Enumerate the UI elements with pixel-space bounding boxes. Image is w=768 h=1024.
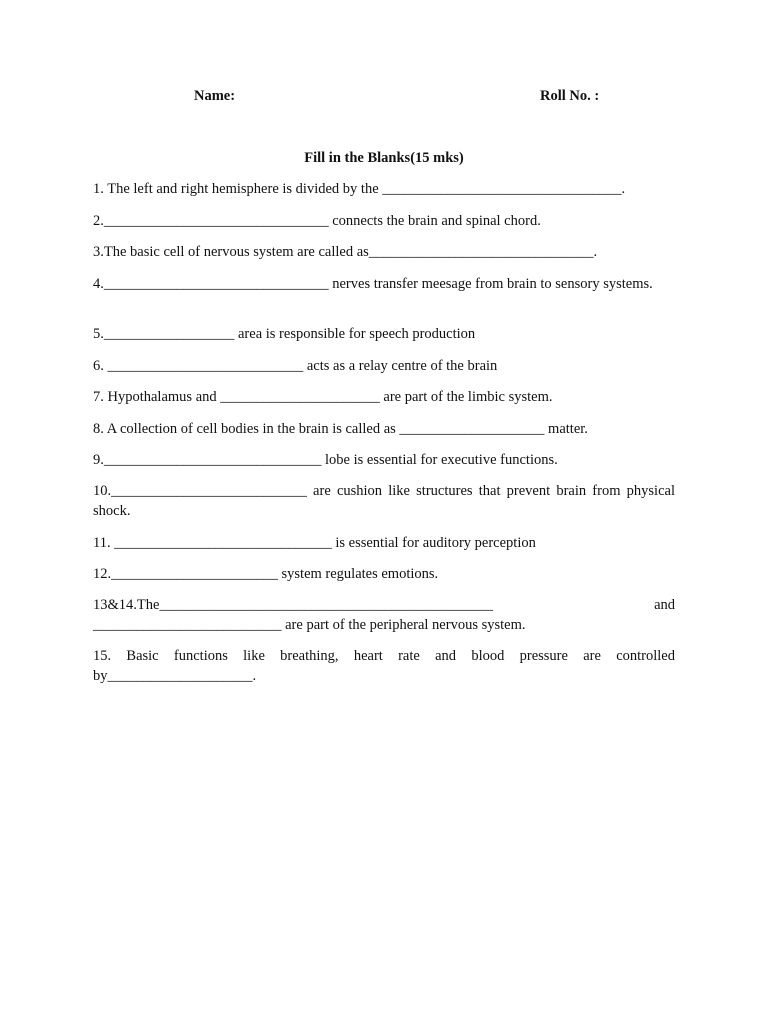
- section-title: Fill in the Blanks(15 mks): [304, 150, 464, 166]
- question-3: 3.The basic cell of nervous system are called as_______________________________.: [93, 244, 598, 260]
- question-4: 4._______________________________ nerves transfer meesage from brain to sensory systems.: [93, 276, 653, 292]
- question-11: 11. ______________________________ is essential for auditory perception: [93, 535, 536, 551]
- question-1: 1. The left and right hemisphere is divided by the _________________________________.: [93, 181, 626, 197]
- question-7: 7. Hypothalamus and ______________________ are part of the limbic system.: [93, 389, 553, 405]
- question-13-14-and: and: [654, 597, 675, 613]
- question-12: 12._______________________ system regulates emotions.: [93, 566, 439, 582]
- question-8: 8. A collection of cell bodies in the brain is called as ____________________ matter.: [93, 421, 588, 437]
- question-13-14-start: 13&14.The______________________________________________: [93, 597, 493, 613]
- question-2: 2._______________________________ connects the brain and spinal chord.: [93, 213, 541, 229]
- roll-number-label: Roll No. :: [540, 88, 600, 104]
- question-10: 10.___________________________ are cushion like structures that prevent brain from physical shock.: [93, 483, 675, 519]
- name-label: Name:: [194, 88, 236, 104]
- question-6: 6. ___________________________ acts as a relay centre of the brain: [93, 358, 498, 374]
- question-15: 15. Basic functions like breathing, heart rate and blood pressure are controlled by____________________.: [93, 648, 675, 684]
- question-9: 9.______________________________ lobe is essential for executive functions.: [93, 452, 558, 468]
- question-5: 5.__________________ area is responsible for speech production: [93, 326, 476, 342]
- question-13-14: [93, 596, 675, 635]
- question-13-14-end: __________________________ are part of the peripheral nervous system.: [93, 616, 526, 633]
